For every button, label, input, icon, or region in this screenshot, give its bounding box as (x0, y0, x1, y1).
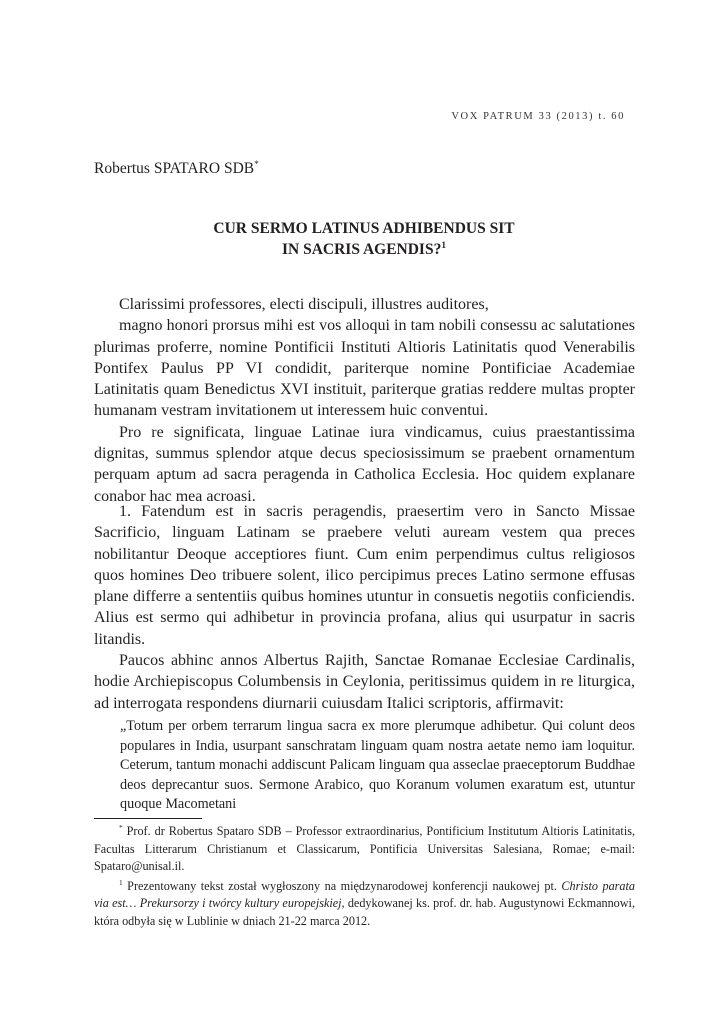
author-line (94, 160, 259, 178)
section-1-paragraph-1: 1. Fatendum est in sacris peragendis, praesertim vero in Sancto Missae Sacrificio, linguam Latinam se praebere veluti auream vestem qua preces nobilitantur Deoque acceptiores fiunt. Cum enim perpendimus cultus religiosos quos homines Deo tribuere solent, ilico percipimus preces Latino sermone effusas plane differre a sententiis quibus homines utuntur in consuetis negotiis conficiendis. Alius est sermo qui adhibetur in provincia profana, alius qui usurpatur in sacris litandis. (94, 503, 635, 648)
salutation: Clarissimi professores, electi discipuli, illustres auditores, (119, 296, 489, 313)
article-title (94, 218, 634, 260)
footnote-author: * Prof. dr Robertus Spataro SDB – Professor extraordinarius, Pontificium Institutum Altioris Latinitatis, Facultas Litterarum Christianum et Classicarum, Pontificia Universitas Salesiana, Romae; e-mail: Spataro@unisal.il. (94, 822, 635, 874)
author-footnote-mark[interactable]: * (254, 159, 259, 170)
title-footnote-mark[interactable]: 1 (441, 240, 446, 251)
intro-section (94, 294, 635, 507)
footnotes (94, 823, 635, 931)
footnote-1-conference-title: Christo parata via est… Prekursorzy i twórcy kultury europejskiej (94, 878, 635, 911)
author-name: Robertus SPATARO SDB (94, 160, 255, 177)
section-1-paragraph-2: Paucos abhinc annos Albertus Rajith, Sanctae Romanae Ecclesiae Cardinalis, hodie Archiepiscopus Columbensis in Ceylonia, peritissimus quidem in re liturgica, ad interrogata respondens diurnarii cuiusdam Italici scriptoris, affirmavit: (94, 652, 635, 712)
footnote-author-mark: * (119, 822, 123, 832)
footnote-1: $^1$ Prezentowany tekst został wygłoszony na międzynarodowej konferencji naukowej pt. Christo parata via est… Prekursorzy i twórcy kultury europejskiej, dedykowanej ks. prof. dr. hab. Augustynowi Eckmannowi, która odbyła się w Lublinie w dniach 21-22 marca 2012. (94, 877, 635, 928)
intro-paragraph-2: Pro re significata, linguae Latinae iura vindicamus, cuius praestantissima dignitas, summus splendor atque decus speciosissimum se praebent ornamentum perquam aptum ad sacra peragenda in Catholica Ecclesia. Hoc quidem explanare conabor hac mea acroasi. (94, 423, 635, 505)
title-line-1: CUR SERMO LATINUS ADHIBENDUS SIT (213, 220, 515, 237)
block-quote: „Totum per orbem terrarum lingua sacra ex more plerumque adhibetur. Qui colunt deos populares in India, usurpant sanschratam linguam quam nostra aetate nemo iam loquitur. Ceterum, tantum monachi addiscunt Palicam linguam qua asseclae praeceptorum Buddhae deos deprecantur suos. Sermone Arabico, quo Koranum volumen exaratum est, utuntur quoque Macometani (120, 718, 635, 813)
title-line-2: IN SACRIS AGENDIS?$^1$ (281, 240, 446, 258)
footnote-divider (94, 818, 202, 819)
running-head: VOX PATRUM 33 (2013) t. 60 (451, 111, 625, 122)
footnote-1-mark: 1 (119, 877, 123, 887)
section-1 (94, 501, 635, 714)
intro-paragraph-1: magno honori prorsus mihi est vos alloqui in tam nobili consessu ac salutationes plurimas proferre, nomine Pontificii Instituti Altioris Latinitatis quod Venerabilis Pontifex Paulus PP VI condidit, pariterque nomine Pontificiae Academiae Latinitatis quam Benedictus XVI instituit, pariterque gratias reddere multas propter humanam vestram invitationem ut interessem huic conventui. (94, 317, 635, 420)
